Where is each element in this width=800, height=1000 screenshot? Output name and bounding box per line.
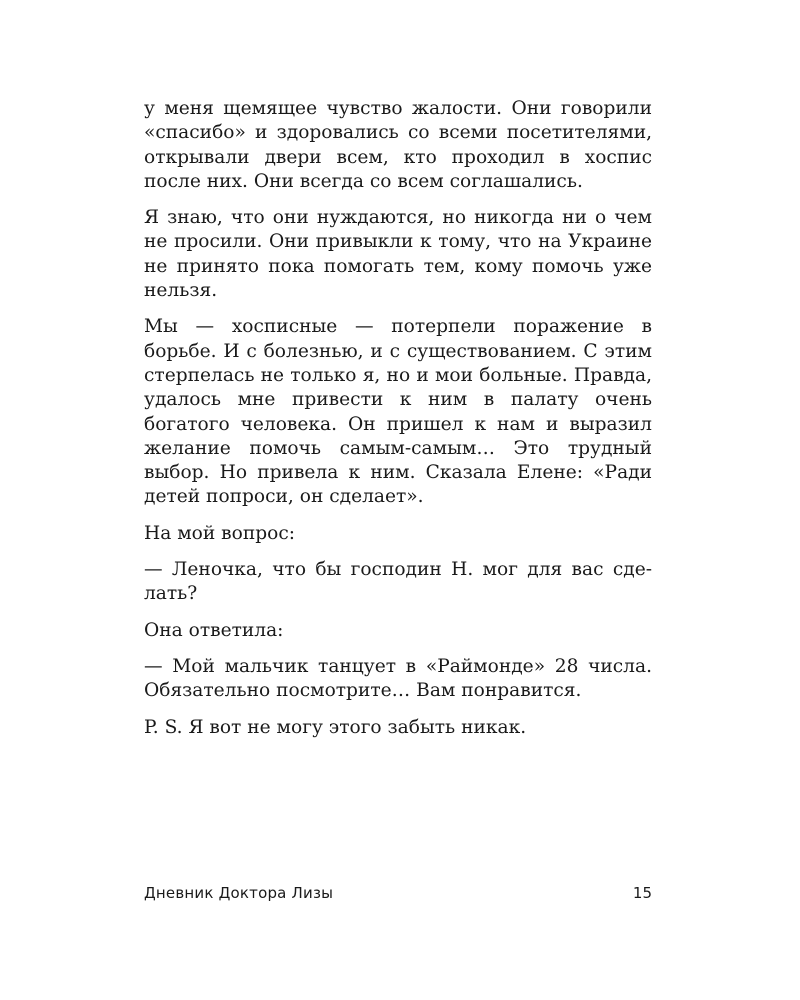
page-number: 15 <box>632 884 652 902</box>
paragraph-3: Мы — хосписные — потерпели поражение в борьбе. И с болезнью, и с существованием. С этим стерпелась не только я, но и мои больные. Правда, удалось мне привести к ним в палату очень богатого человека. Он пришел к нам и выразил желание помочь самым-самым… Это трудный выбор. Но привела к ним. Сказала Елене: «Ради детей попроси, он сделает». <box>144 316 652 508</box>
paragraph-2: Я знаю, что они нуждаются, но никогда ни о чем не просили. Они привыкли к тому, что на Украине не принято пока помогать тем, кому помочь уже нельзя. <box>144 207 652 302</box>
paragraph-4: На мой вопрос: <box>144 522 296 544</box>
paragraph-1: у меня щемящее чувство жалости. Они говорили «спасибо» и здоровались со всеми посетителями, открывали двери всем, кто проходил в хоспис после них. Они всегда со всем соглашались. <box>144 98 652 192</box>
paragraph-8-postscript: P. S. Я вот не могу этого забыть никак. <box>144 716 527 738</box>
paragraph-6: Она ответила: <box>144 619 284 641</box>
body-text <box>144 97 652 740</box>
paragraph-5-dialogue: — Леночка, что бы господин Н. мог для вас сделать? <box>144 559 652 605</box>
page-footer <box>144 884 652 906</box>
running-title: Дневник Доктора Лизы <box>144 884 334 902</box>
paragraph-7-dialogue: — Мой мальчик танцует в «Раймонде» 28 числа. Обязательно посмотрите… Вам понравится. <box>144 655 652 702</box>
